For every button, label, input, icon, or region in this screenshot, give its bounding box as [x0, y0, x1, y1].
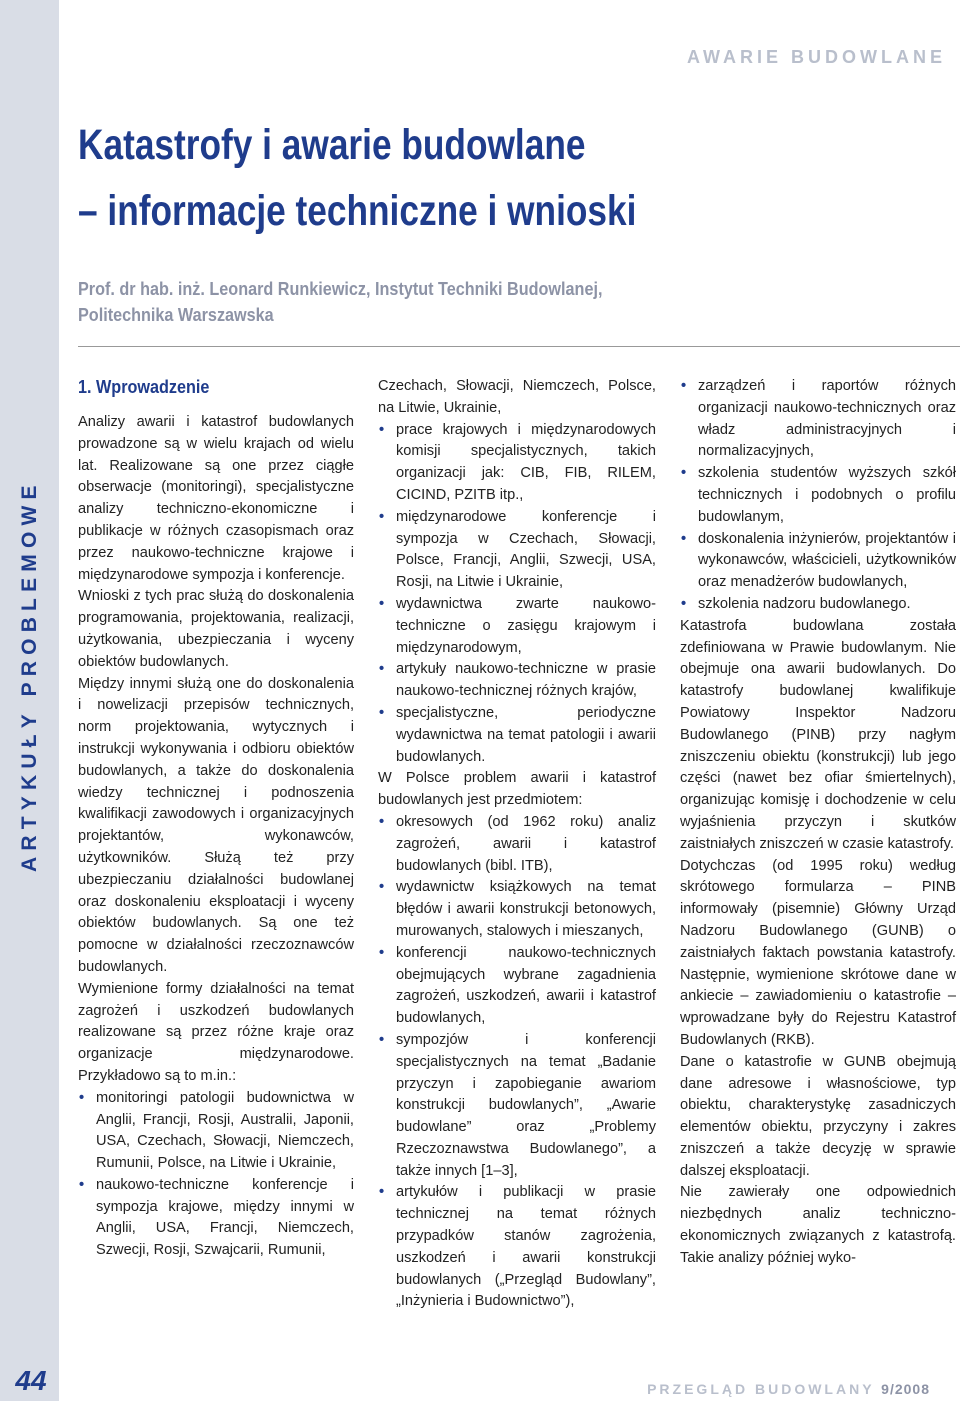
bullet-item: • zarządzeń i raportów różnych organizacji naukowo-technicznych oraz władz administracyjnych i normalizacyjnych, — [680, 376, 956, 463]
bullet-item: • doskonalenia inżynierów, projektantów i wykonawców, właścicieli, użytkowników oraz menadżerów budowlanych, — [680, 529, 956, 594]
page-number: 44 — [15, 1365, 47, 1396]
bullet-item: • monitoringi patologii budownictwa w Anglii, Francji, Rosji, Australii, Japonii, USA, Czechach, Słowacji, Niemczech, Rumunii, Polsce, na Litwie i Ukrainie, — [78, 1088, 354, 1175]
bullet-item: • wydawnictwa zwarte naukowo-techniczne o zasięgu krajowym i międzynarodowym, — [378, 594, 656, 659]
journal-issue: 9/2008 — [881, 1381, 930, 1397]
author-line-2: Politechnika Warszawska — [78, 305, 274, 325]
bullet-item: • sympozjów i konferencji specjalistycznych na temat „Badanie przyczyn i zapobieganie awariom konstrukcji budowlanych”, „Awarie budowlane” oraz „Problemy Rzeczoznawstwa Budowlanego”, a także innych [1–3], — [378, 1030, 656, 1183]
paragraph: Wymienione formy działalności na temat zagrożeń i uszkodzeń budowlanych realizowane są przez różne kraje oraz organizacje międzynarodowe. Przykładowo są to m.in.: — [78, 980, 354, 1084]
paragraph: Nie zawierały one odpowiednich niezbędnych analiz techniczno-ekonomicznych związanych z katastrofą. Takie analizy później wyko- — [680, 1184, 956, 1266]
paragraph: Dane o katastrofie w GUNB obejmują dane adresowe i własnościowe, typ obiektu, charakterystykę zasadniczych elementów obiektu, przyczyny i zakres zniszczeń a także decyzję w sprawie dalszej eksploatacji. — [680, 1053, 956, 1179]
paragraph: Analizy awarii i katastrof budowlanych prowadzone są w wielu krajach od wielu lat. Realizowane są one przez ciągłe obserwacje (monitoringi), specjalistyczne analizy techniczno-ekonomiczne i publikacje w różnych czasopismach oraz przez naukowo-techniczne krajowe i międzynarodowe sympozja i konferencje. — [78, 414, 354, 583]
bullet-item: • prace krajowych i międzynarodowych komisji specjalistycznych, takich organizacji jak: CIB, FIB, RILEM, CICIND, PZITB itp., — [378, 420, 656, 507]
section-label-vertical: ARTYKUŁY PROBLEMOWE — [18, 479, 41, 872]
footer-journal — [647, 1381, 930, 1397]
author-byline — [78, 276, 825, 328]
bullet-item: • artykułów i publikacji w prasie technicznej na temat różnych przypadków stanów zagrożenia, uszkodzeń i awarii konstrukcji budowlanych („Przegląd Budowlany”, „Inżynieria i Budownictwo”), — [378, 1182, 656, 1313]
title-line-1: Katastrofy i awarie budowlane — [78, 121, 586, 169]
bullet-item: • szkolenia nadzoru budowlanego. — [680, 594, 956, 616]
header-divider — [78, 346, 960, 347]
paragraph: Wnioski z tych prac służą do doskonalenia programowania, projektowania, realizacji, użytkowania, ubezpieczania i wyceny obiektów budowlanych. — [78, 588, 354, 670]
paragraph: Czechach, Słowacji, Niemczech, Polsce, na Litwie, Ukrainie, — [378, 378, 656, 416]
running-head: AWARIE BUDOWLANE — [687, 47, 946, 67]
section-heading: 1. Wprowadzenie — [78, 377, 210, 397]
bullet-item: • okresowych (od 1962 roku) analiz zagrożeń, awarii i katastrof budowlanych (bibl. ITB), — [378, 812, 656, 877]
bullet-item: • konferencji naukowo-technicznych obejmujących wybrane zagadnienia zagrożeń, uszkodzeń, awarii i katastrof budowlanych, — [378, 943, 656, 1030]
bullet-item: • wydawnictw książkowych na temat błędów i awarii konstrukcji betonowych, murowanych, stalowych i mieszanych, — [378, 877, 656, 942]
bullet-item: • specjalistyczne, periodyczne wydawnictwa na temat patologii i awarii budowlanych. — [378, 703, 656, 768]
bullet-item: • międzynarodowe konferencje i sympozja w Czechach, Słowacji, Polsce, Francji, Anglii, Szwecji, USA, Rosji, na Litwie i Ukrainie, — [378, 507, 656, 594]
bullet-item: • artykuły naukowo-techniczne w prasie naukowo-technicznej różnych krajów, — [378, 659, 656, 703]
bullet-item: • naukowo-techniczne konferencje i sympozja krajowe, między innymi w Anglii, USA, Francji, Niemczech, Szwecji, Rosji, Szwajcarii, Rumunii, — [78, 1175, 354, 1262]
article-title — [78, 112, 947, 244]
sidebar-band — [0, 0, 59, 1401]
paragraph: Katastrofa budowlana została zdefiniowana w Prawie budowlanym. Nie obejmuje ona awarii budowlanych. Do katastrofy budowlanej kwalifikuje Powiatowy Inspektor Nadzoru Budowlanego (PINB) przy nagłym zniszczeniu obiektu (konstrukcji) lub jego części (nawet bez ofiar śmiertelnych), organizując komisję i dochodzenie w celu wyjaśnienia przyczyn i skutków zaistniałych zniszczeń w czasie katastrofy. — [680, 617, 956, 852]
paragraph: Między innymi służą one do doskonalenia i nowelizacji przepisów technicznych, norm projektowania, wytycznych i instrukcji wykonywania i odbioru obiektów budowlanych, a także do doskonalenia wiedzy technicznej i podnoszenia kwalifikacji zawodowych i organizacyjnych projektantów, wykonawców, użytkowników. Służą też przy ubezpieczaniu działalności budowlanej oraz doskonaleniu eksploatacji i wyceny obiektów budowlanych. Są one też pomocne w działalności rzeczoznawców budowlanych. — [78, 675, 354, 975]
paragraph: W Polsce problem awarii i katastrof budowlanych jest przedmiotem: — [378, 770, 656, 809]
journal-name: PRZEGLĄD BUDOWLANY — [647, 1381, 875, 1397]
paragraph: Dotychczas (od 1995 roku) według skrótowego formularza – PINB informowały (pisemnie) Główny Urząd Nadzoru Budowlanego (GUNB) o zaistniałych faktach powstania katastrofy. Następnie, wymienione skrótowe dane w ankiecie – zawiadomieniu o katastrofie – wprowadzane były do Rejestru Katastrof Budowlanych (RKB). — [680, 857, 956, 1048]
bullet-item: • szkolenia studentów wyższych szkół technicznych i podobnych o profilu budowlanym, — [680, 463, 956, 528]
column-1 — [78, 376, 354, 1262]
author-line-1: Prof. dr hab. inż. Leonard Runkiewicz, Instytut Techniki Budowlanej, — [78, 279, 603, 299]
column-3 — [680, 376, 956, 1270]
title-line-2: – informacje techniczne i wnioski — [78, 187, 637, 235]
column-2 — [378, 376, 656, 1313]
